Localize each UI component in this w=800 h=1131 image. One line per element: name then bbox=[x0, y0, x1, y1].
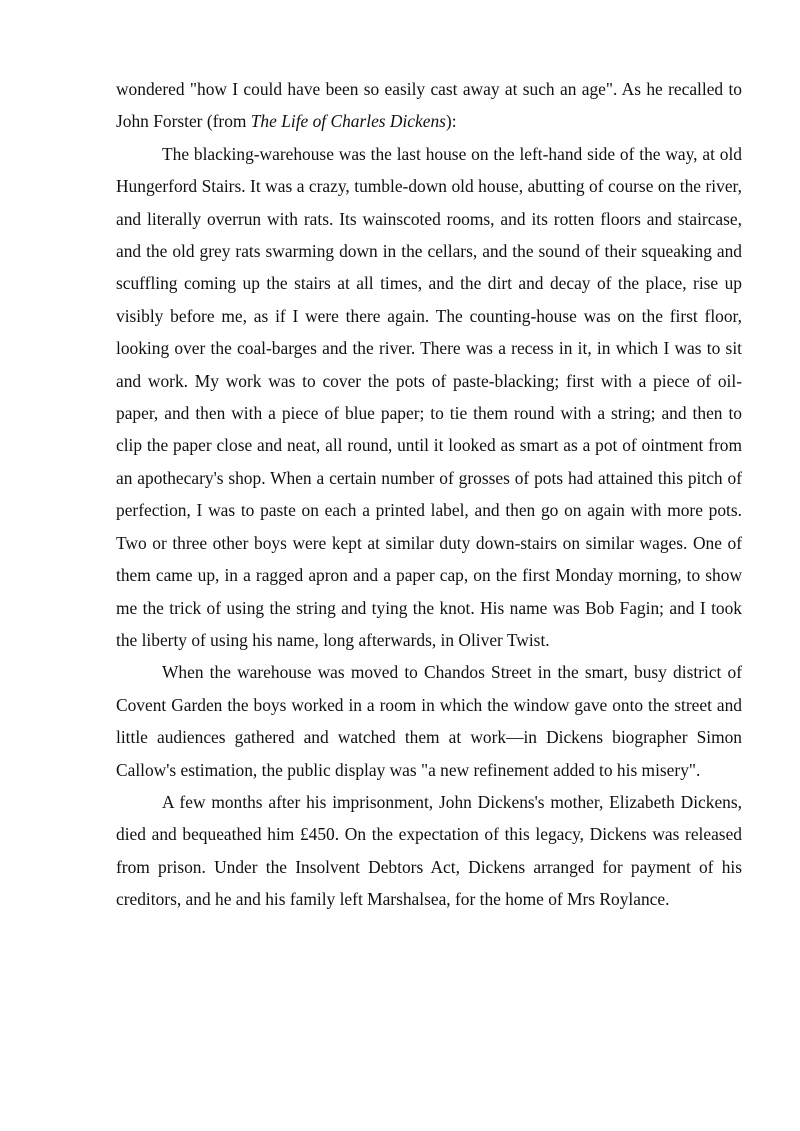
book-title: The Life of Charles Dickens bbox=[250, 111, 446, 132]
paragraph-2-quotation: The blacking-warehouse was the last house on the left-hand side of the way, at old Hungerford Stairs. It was a crazy, tumble-down old house, abutting of course on the river, and literally overrun with rats. Its wainscoted rooms, and its rotten floors and staircase, and the old grey rats swarming down in the cellars, and the sound of their squeaking and scuffling coming up the stairs at all times, and the dirt and decay of the place, rise up visibly before me, as if I were there again. The counting-house was on the first floor, looking over the coal-barges and the river. There was a recess in it, in which I was to sit and work. My work was to cover the pots of paste-blacking; first with a piece of oil-paper, and then with a piece of blue paper; to tie them round with a string; and then to clip the paper close and neat, all round, until it looked as smart as a pot of ointment from an apothecary's shop. When a certain number of grosses of pots had attained this pitch of perfection, I was to paste on each a printed label, and then go on again with more pots. Two or three other boys were kept at similar duty down-stairs on similar wages. One of them came up, in a ragged apron and a paper cap, on the first Monday morning, to show me the trick of using the string and tying the knot. His name was Bob Fagin; and I took the liberty of using his name, long afterwards, in Oliver Twist. bbox=[116, 143, 742, 650]
paragraph-4: A few months after his imprisonment, John Dickens's mother, Elizabeth Dickens, died and bequeathed him £450. On the expectation of this legacy, Dickens was released from prison. Under the Insolvent Debtors Act, Dickens arranged for payment of his creditors, and he and his family left Marshalsea, for the home of Mrs Roylance. bbox=[116, 791, 742, 910]
paragraph-1-text-start: wondered "how I could have been so easily cast away at such an age". As he recalled to John Forster (from bbox=[116, 79, 742, 132]
paragraph-3: When the warehouse was moved to Chandos Street in the smart, busy district of Covent Garden the boys worked in a room in which the window gave onto the street and little audiences gathered and watched them at work—in Dickens biographer Simon Callow's estimation, the public display was "a new refinement added to his misery". bbox=[116, 662, 742, 780]
paragraph-1-text-end: ): bbox=[445, 111, 457, 132]
paragraph-1 bbox=[116, 73, 742, 138]
document-page bbox=[116, 73, 742, 916]
